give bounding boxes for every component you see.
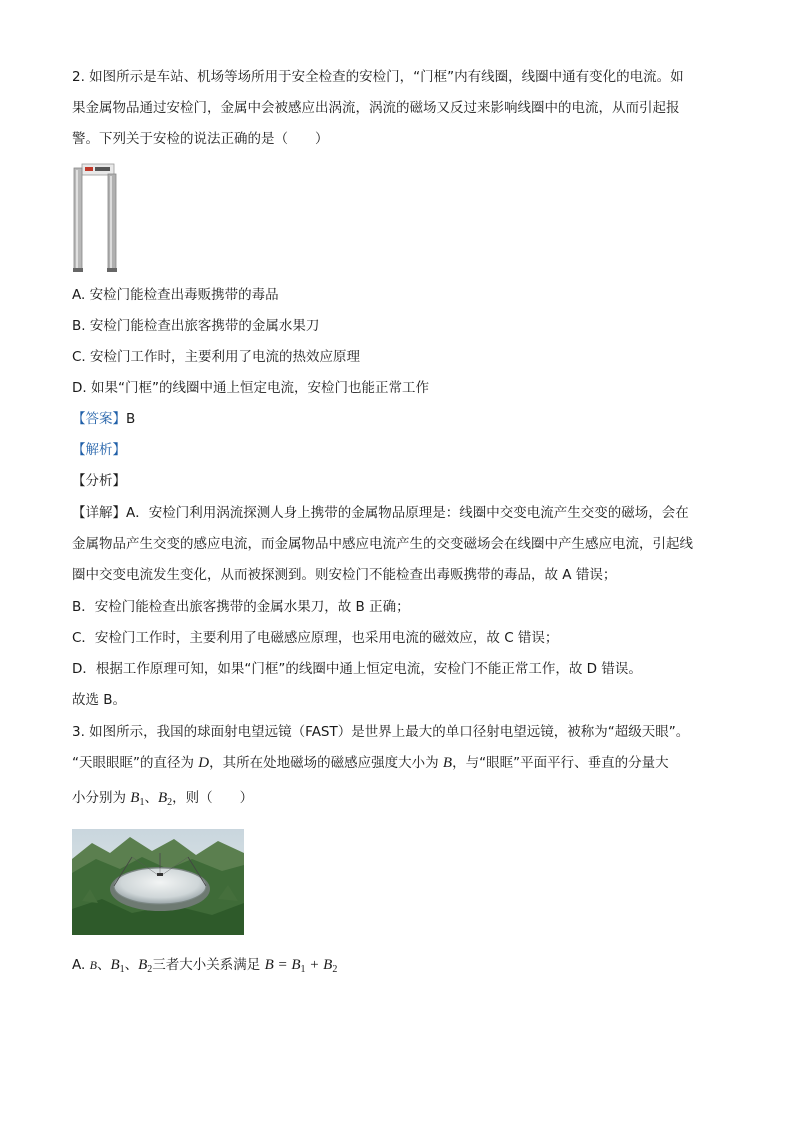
q3-stem-2c: ，与“眼眶”平面平行、垂直的分量大 (452, 755, 669, 771)
detail-tag: 【详解】 (72, 505, 126, 521)
opt-a-b2: B (138, 957, 148, 973)
detail-text-1: A．安检门利用涡流探测人身上携带的金属物品原理是：线圈中交变电流产生交变的磁场，会在 (126, 505, 689, 521)
q3-stem-3b: ，则（ ） (172, 790, 254, 806)
q3-stem-2a: “天眼眼眶”的直径为 (72, 755, 199, 771)
opt-a-sep-2: 、 (124, 957, 139, 973)
q2-option-b: B. 安检门能检查出旅客携带的金属水果刀 (72, 318, 320, 334)
q2-detail-d: D．根据工作原理可知，如果“门框”的线圈中通上恒定电流，安检门不能正常工作，故 D 错误。 (72, 661, 642, 677)
opt-a-text: 三者大小关系满足 (152, 957, 265, 973)
q2-answer (72, 409, 135, 429)
q3-stem-line-2 (72, 753, 669, 773)
q2-detail-c: C．安检门工作时，主要利用了电磁感应原理，也采用电流的磁效应，故 C 错误； (72, 630, 559, 646)
sub-1: 1 (139, 797, 145, 808)
opt-a-sub1: 1 (119, 964, 125, 975)
q3-option-a-prefix: A. (72, 957, 90, 973)
q2-analysis-tag: 【解析】 (72, 442, 126, 458)
q2-stem-line-2: 果金属物品通过安检门，金属中会被感应出涡流，涡流的磁场又反过来影响线圈中的电流，从而引起报 (72, 100, 680, 116)
var-b2: B (157, 790, 168, 806)
q2-option-a: A. 安检门能检查出毒贩携带的毒品 (72, 287, 279, 303)
q3-option-a (72, 955, 337, 980)
answer-tag: 【答案】 (72, 411, 126, 427)
q3-stem-line-1: 3. 如图所示，我国的球面射电望远镜（FAST）是世界上最大的单口径射电望远镜，被称为“超级天眼”。 (72, 724, 690, 740)
opt-a-eq-sub1: 1 (300, 964, 306, 975)
q3-stem-3a: 小分别为 (72, 790, 131, 806)
opt-a-plus: + B (305, 957, 333, 973)
q2-detail-line-2: 金属物品产生交变的感应电流，而金属物品中感应电流产生的交变磁场会在线圈中产生感应电流，引起线 (72, 536, 693, 552)
q2-conclusion: 故选 B。 (72, 692, 127, 708)
q3-stem-line-3 (72, 788, 253, 813)
q2-stem-line-3: 警。下列关于安检的说法正确的是（ ） (72, 131, 329, 147)
opt-a-eq: B = B (264, 957, 301, 973)
q2-option-d: D. 如果“门框”的线圈中通上恒定电流，安检门也能正常工作 (72, 380, 429, 396)
fast-telescope-photo (72, 829, 244, 935)
q3-stem-2b: ，其所在处地磁场的磁感应强度大小为 (209, 755, 443, 771)
var-b1: B (130, 790, 140, 806)
sep: 、 (144, 790, 158, 806)
answer-value: B (126, 411, 136, 427)
q2-stem-line-1: 2. 如图所示是车站、机场等场所用于安全检查的安检门，“门框”内有线圈，线圈中通有变化的电流。如 (72, 69, 684, 85)
sub-2: 2 (167, 797, 173, 808)
q2-detail-line-1 (72, 503, 689, 523)
opt-a-sub2: 2 (147, 964, 153, 975)
q2-option-c: C. 安检门工作时，主要利用了电流的热效应原理 (72, 349, 361, 365)
q2-fenxi-tag: 【分析】 (72, 473, 126, 489)
security-gate-photo (72, 160, 118, 273)
opt-a-b1: B (110, 957, 120, 973)
opt-a-eq-sub2: 2 (332, 964, 338, 975)
var-b: B (442, 755, 453, 771)
var-d: D (198, 755, 210, 771)
opt-a-sep-1: 、 (96, 957, 111, 973)
q2-detail-line-3: 圈中交变电流发生变化，从而被探测到。则安检门不能检查出毒贩携带的毒品，故 A 错误； (72, 567, 617, 583)
opt-a-b: B (89, 958, 97, 972)
q2-detail-b: B．安检门能检查出旅客携带的金属水果刀，故 B 正确； (72, 599, 410, 615)
